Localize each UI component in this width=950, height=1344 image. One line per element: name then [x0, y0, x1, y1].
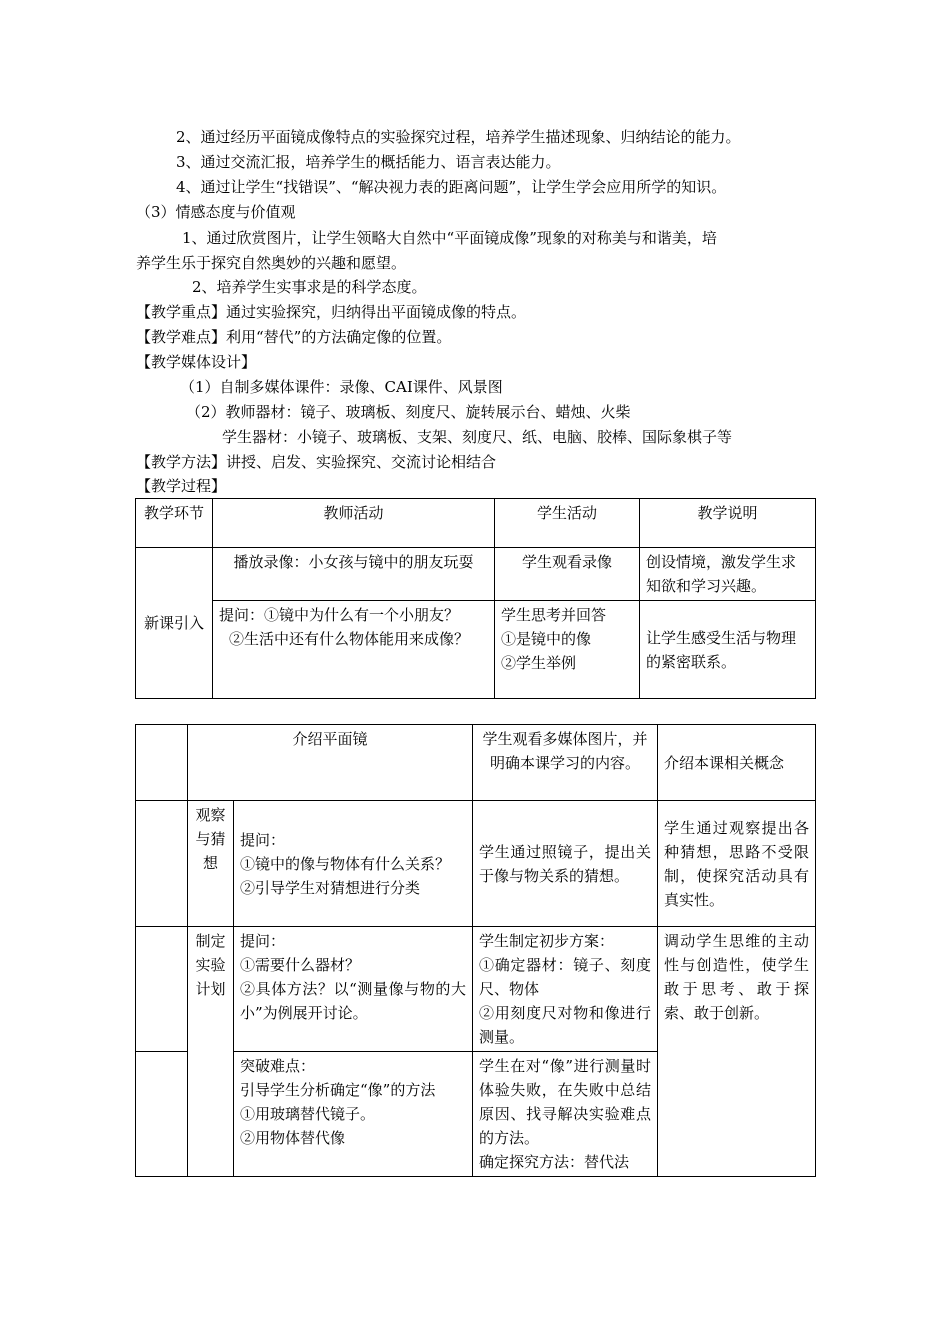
media-design-heading: 【教学媒体设计】: [136, 353, 257, 371]
note-motivation: 创设情境，激发学生求知欲和学习兴趣。: [640, 548, 816, 601]
media-item-1: （1）自制多媒体课件：录像、CAI课件、风景图: [180, 378, 503, 396]
teaching-focus: 【教学重点】通过实验探究，归纳得出平面镜成像的特点。: [136, 303, 527, 321]
emotion-1-line2: 养学生乐于探究自然奥妙的兴趣和愿望。: [136, 254, 407, 272]
process-table-1: [135, 498, 816, 699]
objective-3: 3、通过交流汇报，培养学生的概括能力、语言表达能力。: [176, 153, 561, 171]
stage-empty-1: [136, 725, 188, 801]
objective-4: 4、通过让学生“找错误”、“解决视力表的距离问题”，让学生学会应用所学的知识。: [176, 178, 727, 196]
emotion-1-line1: 1、通过欣赏图片，让学生领略大自然中“平面镜成像”现象的对称美与和谐美，培: [182, 229, 717, 247]
note-real-inquiry: 学生通过观察提出各种猜想，思路不受限制，使探究活动具有真实性。: [658, 801, 816, 927]
teacher-activity-plan: 提问： ①需要什么器材？ ②具体方法？以“测量像与物的大小”为例展开讨论。: [234, 927, 473, 1052]
student-activity-watch-images: 学生观看多媒体图片，并明确本课学习的内容。: [473, 725, 658, 801]
media-item-2: （2）教师器材：镜子、玻璃板、刻度尺、旋转展示台、蜡烛、火柴: [186, 403, 631, 421]
note-life-physics: 让学生感受生活与物理的紧密联系。: [640, 601, 816, 699]
teacher-activity-question: 提问：①镜中为什么有一个小朋友？ ②生活中还有什么物体能用来成像？: [213, 601, 495, 699]
student-activity-difficulty: 学生在对“像”进行测量时体验失败，在失败中总结原因、找寻解决实验难点的方法。 确定探究方法：替代法: [473, 1052, 658, 1177]
teacher-activity-relationship: 提问： ①镜中的像与物体有什么关系？ ②引导学生对猜想进行分类: [234, 801, 473, 927]
substage-plan: 制定实验计划: [188, 927, 234, 1177]
emotion-2: 2、培养学生实事求是的科学态度。: [192, 278, 427, 296]
student-activity-answer: 学生思考并回答 ①是镜中的像 ②学生举例: [495, 601, 640, 699]
note-creativity: 调动学生思维的主动性与创造性，使学生敢于思考、敢于探索、敢于创新。: [658, 927, 816, 1177]
teacher-activity-difficulty: 突破难点： 引导学生分析确定“像”的方法 ①用玻璃替代镜子。 ②用物体替代像: [234, 1052, 473, 1177]
stage-empty-4: [136, 1052, 188, 1177]
stage-intro: 新课引入: [136, 548, 213, 699]
teaching-method: 【教学方法】讲授、启发、实验探究、交流讨论相结合: [136, 453, 497, 471]
header-teaching-note: 教学说明: [640, 499, 816, 548]
teaching-process-heading: 【教学过程】: [136, 477, 227, 495]
header-student-activity: 学生活动: [495, 499, 640, 548]
student-activity-watch: 学生观看录像: [495, 548, 640, 601]
student-activity-guess: 学生通过照镜子，提出关于像与物关系的猜想。: [473, 801, 658, 927]
teaching-difficulty: 【教学难点】利用“替代”的方法确定像的位置。: [136, 328, 452, 346]
teacher-activity-intro-mirror: 介绍平面镜: [188, 725, 473, 801]
stage-empty-2: [136, 801, 188, 927]
student-activity-plan: 学生制定初步方案： ①确定器材：镜子、刻度尺、物体 ②用刻度尺对物和像进行测量。: [473, 927, 658, 1052]
note-concepts: 介绍本课相关概念: [658, 725, 816, 801]
objective-2: 2、通过经历平面镜成像特点的实验探究过程，培养学生描述现象、归纳结论的能力。: [176, 128, 741, 146]
teacher-activity-video: 播放录像：小女孩与镜中的朋友玩耍: [213, 548, 495, 601]
process-table-2: [135, 724, 816, 1177]
header-teacher-activity: 教师活动: [213, 499, 495, 548]
substage-observe-guess: 观察与猜想: [188, 801, 234, 927]
media-item-student: 学生器材：小镜子、玻璃板、支架、刻度尺、纸、电脑、胶棒、国际象棋子等: [222, 428, 733, 446]
section-emotion-heading: （3）情感态度与价值观: [136, 203, 296, 221]
stage-empty-3: [136, 927, 188, 1052]
header-stage: 教学环节: [136, 499, 213, 548]
